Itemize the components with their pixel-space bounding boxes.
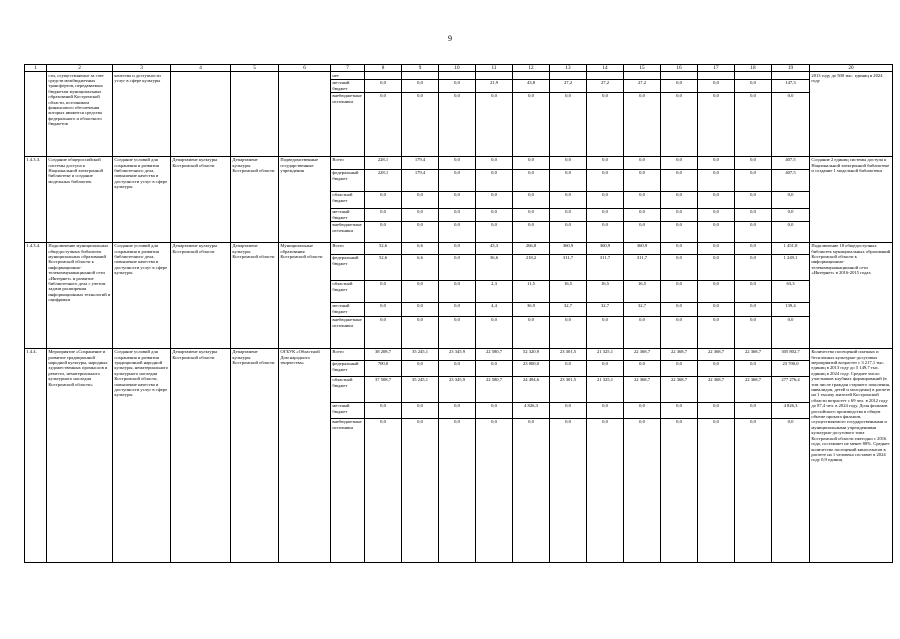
funding-value: 0,0 xyxy=(365,221,402,242)
funding-value: 311,7 xyxy=(550,254,587,280)
funding-value: 0,0 xyxy=(550,221,587,242)
funding-value: 0,0 xyxy=(735,316,772,348)
funding-value: 0,0 xyxy=(624,169,661,191)
column-number: 16 xyxy=(661,65,698,72)
item-goal: качества и доступности услуг в сфере культуры xyxy=(113,72,171,157)
funding-source: местный бюджет xyxy=(331,302,365,316)
funding-value: 38 208,7 xyxy=(365,348,402,360)
funding-value: 22 580,7 xyxy=(476,376,513,402)
funding-value: 0,0 xyxy=(624,156,661,169)
funding-value: 0,0 xyxy=(587,156,624,169)
funding-value: 407,5 xyxy=(772,169,810,191)
item-number: 1.4.3.3. xyxy=(25,156,47,242)
column-number: 17 xyxy=(698,65,735,72)
funding-value: 700,0 xyxy=(365,360,402,376)
funding-value: 0,0 xyxy=(735,418,772,562)
column-number: 8 xyxy=(365,65,402,72)
item-coexecutor: Департамент культуры Костромской области xyxy=(231,156,279,242)
column-number: 19 xyxy=(772,65,810,72)
funding-value: 0,0 xyxy=(735,156,772,169)
funding-value: 0,0 xyxy=(439,280,476,302)
funding-value: 21 325,1 xyxy=(587,376,624,402)
funding-source: внебюджетные источники xyxy=(331,221,365,242)
funding-value: 0,0 xyxy=(698,242,735,254)
funding-value: 360,9 xyxy=(587,242,624,254)
funding-value: 0,0 xyxy=(624,316,661,348)
funding-value xyxy=(735,72,772,80)
funding-value: 22 368,7 xyxy=(661,376,698,402)
funding-value: 0,0 xyxy=(698,316,735,348)
funding-value: 0,0 xyxy=(587,92,624,156)
funding-value: 218,2 xyxy=(513,254,550,280)
item-number xyxy=(25,72,47,157)
funding-value: 0,0 xyxy=(513,208,550,221)
funding-value: 22 368,7 xyxy=(698,376,735,402)
item-executor: Департамент культуры Костромской области xyxy=(171,156,231,242)
funding-value: 0,0 xyxy=(772,221,810,242)
funding-value: 0,0 xyxy=(624,360,661,376)
funding-value xyxy=(365,72,402,80)
funding-value: 0,0 xyxy=(735,169,772,191)
item-name: Подключение муниципальных общедоступных библиотек муниципальных образований Костромской области к информационно-телекоммуникационной сети «Интернет» и развитие библиотечного дела с учетом задачи расширения информационных технологий и оцифровки xyxy=(47,242,113,348)
funding-value: 407,5 xyxy=(772,156,810,169)
funding-value: 1 451,8 xyxy=(772,242,810,254)
funding-value: 0,0 xyxy=(735,92,772,156)
funding-value: 0,0 xyxy=(624,221,661,242)
column-number: 11 xyxy=(476,65,513,72)
funding-value: 305 802,7 xyxy=(772,348,810,360)
funding-value: 0,0 xyxy=(439,254,476,280)
funding-value: 0,0 xyxy=(587,418,624,562)
funding-value: 0,0 xyxy=(661,402,698,418)
funding-value: 36,9 xyxy=(513,302,550,316)
funding-value: 0,0 xyxy=(772,208,810,221)
funding-value: 311,7 xyxy=(587,254,624,280)
funding-value: 43,8 xyxy=(513,79,550,92)
funding-value: 0,0 xyxy=(661,208,698,221)
funding-value: 0,0 xyxy=(661,360,698,376)
item-goal: Создание условий для сохранения и развития библиотечного дела, повышение качества и доступности услуг в сфере культуры xyxy=(113,156,171,242)
funding-value: 0,0 xyxy=(439,208,476,221)
funding-value: 0,0 xyxy=(550,402,587,418)
funding-value: 0,0 xyxy=(402,221,439,242)
funding-source: местный бюджет xyxy=(331,79,365,92)
table-row xyxy=(25,242,893,254)
funding-value: 52 320,9 xyxy=(513,348,550,360)
funding-value: 0,0 xyxy=(402,280,439,302)
item-result-note: 2013 году до 500 тыс. единиц в 2024 году xyxy=(810,72,893,157)
funding-value: 22 368,7 xyxy=(624,348,661,360)
funding-value: 0,0 xyxy=(698,208,735,221)
funding-value: 0,0 xyxy=(476,169,513,191)
funding-value: 0,0 xyxy=(402,360,439,376)
funding-value: 0,0 xyxy=(439,316,476,348)
funding-value: 0,0 xyxy=(698,92,735,156)
funding-value: 0,0 xyxy=(735,242,772,254)
funding-value: 37 508,7 xyxy=(365,376,402,402)
funding-value: 0,0 xyxy=(624,191,661,208)
funding-value: 32,7 xyxy=(550,302,587,316)
funding-value: 0,0 xyxy=(476,92,513,156)
funding-value: 2,3 xyxy=(476,280,513,302)
funding-value: 0,0 xyxy=(698,156,735,169)
funding-value: 6,6 xyxy=(402,254,439,280)
funding-value: 0,0 xyxy=(476,402,513,418)
item-executor: Департамент культуры Костромской области xyxy=(171,242,231,348)
item-name: Мероприятие «Сохранение и развитие традиционной народной культуры, народных художественных промыслов и ремесел, нематериального культурного наследия Костромской области» xyxy=(47,348,113,562)
funding-value: 0,0 xyxy=(735,79,772,92)
funding-source: федеральный бюджет xyxy=(331,254,365,280)
funding-value: 0,0 xyxy=(587,360,624,376)
funding-value: 0,0 xyxy=(624,418,661,562)
funding-value: 0,0 xyxy=(439,221,476,242)
funding-value: 23 301,5 xyxy=(550,348,587,360)
funding-value: 0,0 xyxy=(735,191,772,208)
funding-value: 277 276,4 xyxy=(772,376,810,402)
funding-value xyxy=(439,72,476,80)
item-participant: ОГБУК «Областной Дом народного творчества» xyxy=(279,348,331,562)
funding-source: областной бюджет xyxy=(331,280,365,302)
funding-value: 0,0 xyxy=(587,221,624,242)
funding-source: Всего xyxy=(331,348,365,360)
funding-value: 0,0 xyxy=(698,280,735,302)
funding-value: 1 249,1 xyxy=(772,254,810,280)
column-number: 5 xyxy=(231,65,279,72)
funding-value: 0,0 xyxy=(439,360,476,376)
funding-value: 0,0 xyxy=(439,169,476,191)
funding-value: 0,0 xyxy=(513,221,550,242)
funding-value: 0,0 xyxy=(661,156,698,169)
funding-value: 0,0 xyxy=(513,191,550,208)
funding-value: 22 368,7 xyxy=(698,348,735,360)
funding-value xyxy=(624,72,661,80)
column-number: 12 xyxy=(513,65,550,72)
funding-source: внебюджетные источники xyxy=(331,418,365,562)
item-participant xyxy=(279,72,331,157)
funding-value: 32,7 xyxy=(587,302,624,316)
funding-source: федеральный бюджет xyxy=(331,169,365,191)
funding-value: 0,0 xyxy=(772,418,810,562)
funding-value: 0,0 xyxy=(513,316,550,348)
funding-value: 0,0 xyxy=(513,418,550,562)
funding-value: 0,0 xyxy=(661,280,698,302)
funding-value: 36,6 xyxy=(476,254,513,280)
funding-value: 0,0 xyxy=(661,79,698,92)
column-number: 13 xyxy=(550,65,587,72)
funding-value: 16,5 xyxy=(587,280,624,302)
funding-value: 0,0 xyxy=(439,191,476,208)
funding-value: 0,0 xyxy=(439,302,476,316)
funding-value: 0,0 xyxy=(772,316,810,348)
funding-value: 16,5 xyxy=(550,280,587,302)
item-result-note: Создание 2 единиц системы доступа к Национальной электронной библиотеке и создание 1 модельной библиотеки xyxy=(810,156,893,242)
funding-value: 0,0 xyxy=(513,169,550,191)
column-number: 4 xyxy=(171,65,231,72)
funding-value: 0,0 xyxy=(661,316,698,348)
column-number: 3 xyxy=(113,65,171,72)
funding-value: 0,0 xyxy=(698,221,735,242)
funding-value: 0,0 xyxy=(772,92,810,156)
funding-source: федеральный бюджет xyxy=(331,360,365,376)
funding-value: 23 301,5 xyxy=(550,376,587,402)
funding-value: 0,0 xyxy=(476,221,513,242)
funding-value: 0,0 xyxy=(365,208,402,221)
funding-value xyxy=(661,72,698,80)
funding-value: 0,0 xyxy=(698,302,735,316)
funding-value: 0,0 xyxy=(698,79,735,92)
column-number: 15 xyxy=(624,65,661,72)
program-table xyxy=(24,64,893,563)
funding-value: 0,0 xyxy=(661,418,698,562)
funding-value: 0,0 xyxy=(735,302,772,316)
funding-value xyxy=(698,72,735,80)
funding-value: 32,7 xyxy=(624,302,661,316)
column-number: 14 xyxy=(587,65,624,72)
funding-value: 4 826,3 xyxy=(513,402,550,418)
funding-value: 0,0 xyxy=(661,92,698,156)
funding-value: 63,3 xyxy=(772,280,810,302)
funding-value: 0,0 xyxy=(513,156,550,169)
column-number: 20 xyxy=(810,65,893,72)
funding-value: 360,9 xyxy=(624,242,661,254)
funding-value: 0,0 xyxy=(735,208,772,221)
funding-value: 22 580,7 xyxy=(476,348,513,360)
funding-value: 0,0 xyxy=(402,79,439,92)
item-goal: Создание условий для сохранения и развития библиотечного дела, повышение качества и доступности услуг в сфере культуры xyxy=(113,242,171,348)
funding-value: 0,0 xyxy=(550,316,587,348)
funding-value: 0,0 xyxy=(402,191,439,208)
funding-value: 0,0 xyxy=(439,156,476,169)
item-result-note: Подключение 18 общедоступных библиотек муниципальных образований Костромской области к информационно-телекоммуникационной сети «Интернет» в 2016-2015 годах xyxy=(810,242,893,348)
funding-value: 0,0 xyxy=(402,316,439,348)
funding-value: 139,4 xyxy=(772,302,810,316)
funding-value: 27,2 xyxy=(550,79,587,92)
funding-value: 0,0 xyxy=(402,208,439,221)
column-number: 2 xyxy=(47,65,113,72)
funding-value: 6,6 xyxy=(402,242,439,254)
funding-value: 23 000,0 xyxy=(513,360,550,376)
funding-value: 0,0 xyxy=(735,360,772,376)
funding-value: 24 494,6 xyxy=(513,376,550,402)
funding-source: областной бюджет xyxy=(331,376,365,402)
funding-value: 0,0 xyxy=(550,156,587,169)
funding-value: 0,0 xyxy=(439,79,476,92)
funding-value: 0,0 xyxy=(365,316,402,348)
funding-value: 0,0 xyxy=(476,360,513,376)
item-number: 1.4.4. xyxy=(25,348,47,562)
funding-value: 0,0 xyxy=(402,302,439,316)
funding-value: 147,3 xyxy=(772,79,810,92)
funding-value xyxy=(772,72,810,80)
funding-source: Всего xyxy=(331,242,365,254)
funding-value: 266,8 xyxy=(513,242,550,254)
item-number: 1.4.3.4. xyxy=(25,242,47,348)
item-coexecutor: Департамент культуры Костромской области xyxy=(231,348,279,562)
funding-value: 0,0 xyxy=(624,402,661,418)
funding-value: 228,1 xyxy=(365,169,402,191)
funding-value: 228,1 xyxy=(365,156,402,169)
funding-value: 0,0 xyxy=(735,254,772,280)
funding-value: 0,0 xyxy=(661,242,698,254)
page-number: 9 xyxy=(448,34,452,43)
funding-value: 0,0 xyxy=(587,169,624,191)
funding-value: 0,0 xyxy=(365,191,402,208)
funding-value: 0,0 xyxy=(698,254,735,280)
item-executor xyxy=(171,72,231,157)
funding-source: внебюджетные источники xyxy=(331,316,365,348)
funding-value: 4 826,3 xyxy=(772,402,810,418)
item-coexecutor: Департамент культуры Костромской области xyxy=(231,242,279,348)
column-number: 1 xyxy=(25,65,47,72)
funding-value: 0,0 xyxy=(513,92,550,156)
funding-value: 0,0 xyxy=(439,242,476,254)
funding-source: Всего xyxy=(331,156,365,169)
funding-value: 0,0 xyxy=(735,221,772,242)
funding-value: 0,0 xyxy=(402,92,439,156)
funding-value: 0,0 xyxy=(365,79,402,92)
item-name: сти, осуществляемое за счет средств межбюджетных трансфертов, передаваемых бюджетам муниципальных образований Костромской области, источником финансового обеспечения которых являются средства федерального и областного бюджетов xyxy=(47,72,113,157)
funding-value: 0,0 xyxy=(476,191,513,208)
funding-value: 23 700,0 xyxy=(772,360,810,376)
funding-value: 0,0 xyxy=(661,221,698,242)
funding-value: 0,0 xyxy=(698,402,735,418)
funding-value: 22 368,7 xyxy=(735,376,772,402)
funding-value: 21 325,1 xyxy=(587,348,624,360)
funding-value: 23 345,9 xyxy=(439,348,476,360)
item-goal: Создание условий для сохранения и развития традиционной народной культуры, нематериального культурного наследия Костромской области, повышение качества и доступности услуг в сфере культуры xyxy=(113,348,171,562)
funding-value: 35 245,1 xyxy=(402,376,439,402)
column-number: 7 xyxy=(331,65,365,72)
funding-value: 0,0 xyxy=(439,418,476,562)
funding-value: 0,0 xyxy=(439,402,476,418)
funding-value xyxy=(587,72,624,80)
funding-value: 0,0 xyxy=(661,254,698,280)
funding-value: 0,0 xyxy=(735,280,772,302)
funding-value: 22 368,7 xyxy=(661,348,698,360)
funding-value: 0,0 xyxy=(476,208,513,221)
funding-value: 0,0 xyxy=(550,360,587,376)
funding-value: 0,0 xyxy=(698,191,735,208)
funding-value: 179,4 xyxy=(402,169,439,191)
column-number: 6 xyxy=(279,65,331,72)
funding-value: 0,0 xyxy=(587,208,624,221)
funding-value: 0,0 xyxy=(624,208,661,221)
funding-value: 0,0 xyxy=(735,402,772,418)
funding-value: 360,9 xyxy=(550,242,587,254)
funding-value: 43,3 xyxy=(476,242,513,254)
column-number-row xyxy=(25,65,893,72)
funding-value: 27,2 xyxy=(624,79,661,92)
funding-value: 0,0 xyxy=(661,169,698,191)
table-row xyxy=(25,348,893,360)
funding-value: 22 368,7 xyxy=(624,376,661,402)
funding-value: 0,0 xyxy=(587,191,624,208)
table-row xyxy=(25,156,893,169)
funding-value: 23 345,9 xyxy=(439,376,476,402)
funding-source: местный бюджет xyxy=(331,208,365,221)
item-executor: Департамент культуры Костромской области xyxy=(171,348,231,562)
funding-value: 0,0 xyxy=(550,92,587,156)
funding-value: 0,0 xyxy=(587,316,624,348)
funding-value: 0,0 xyxy=(624,92,661,156)
funding-source: областной бюджет xyxy=(331,191,365,208)
funding-value: 0,0 xyxy=(365,402,402,418)
funding-value: 52,6 xyxy=(365,242,402,254)
funding-value: 52,6 xyxy=(365,254,402,280)
funding-source: нет xyxy=(331,72,365,80)
funding-value: 179,4 xyxy=(402,156,439,169)
funding-value: 16,5 xyxy=(624,280,661,302)
item-coexecutor xyxy=(231,72,279,157)
funding-value: 0,0 xyxy=(661,191,698,208)
funding-value: 0,0 xyxy=(402,402,439,418)
item-result-note: Количество посещений платных и бесплатных культурно-досуговых мероприятий возрастет с 3 217,1 тыс. единиц в 2013 году до 5 149,7 тыс. единиц в 2024 году. Среднее число участников клубных формирований (в том числе граждан старшего поколения, инвалидов, детей и молодежи) в расчете на 1 тысячу жителей Костромской области возрастет с 69 чел. в 2012 году до 87,4 чел. в 2024 году. Доля фильмов российского производства в общем объеме проката фильмов, осуществляемого государственными и муниципальными учреждениями культурно-досугового типа Костромской области ежегодно с 2016 года, составляет не менее 80%. Среднее количество посещений киносеансов в расчете на 1 человека составит в 2024 году 0,9 единиц xyxy=(810,348,893,562)
funding-value: 27,2 xyxy=(587,79,624,92)
funding-value: 35 245,1 xyxy=(402,348,439,360)
funding-value xyxy=(402,72,439,80)
column-number: 9 xyxy=(402,65,439,72)
funding-value: 0,0 xyxy=(365,92,402,156)
funding-value: 0,0 xyxy=(365,418,402,562)
funding-value: 0,0 xyxy=(698,360,735,376)
funding-value: 0,0 xyxy=(476,316,513,348)
funding-value: 0,0 xyxy=(365,302,402,316)
funding-value: 0,0 xyxy=(439,92,476,156)
funding-value: 0,0 xyxy=(550,208,587,221)
funding-source: местный бюджет xyxy=(331,402,365,418)
funding-value: 0,0 xyxy=(476,156,513,169)
funding-value: 22 368,7 xyxy=(735,348,772,360)
funding-value: 0,0 xyxy=(772,191,810,208)
funding-value: 0,0 xyxy=(587,402,624,418)
funding-value: 21,9 xyxy=(476,79,513,92)
item-participant: Муниципальные образования Костромской области xyxy=(279,242,331,348)
table-row xyxy=(25,72,893,80)
funding-value: 11,5 xyxy=(513,280,550,302)
funding-source: внебюджетные источники xyxy=(331,92,365,156)
funding-value: 0,0 xyxy=(365,280,402,302)
funding-value: 0,0 xyxy=(402,418,439,562)
funding-value: 0,0 xyxy=(476,418,513,562)
funding-value: 0,0 xyxy=(698,418,735,562)
column-number: 10 xyxy=(439,65,476,72)
funding-value: 311,7 xyxy=(624,254,661,280)
funding-value: 0,0 xyxy=(550,418,587,562)
funding-value xyxy=(550,72,587,80)
funding-value: 0,0 xyxy=(550,191,587,208)
item-name: Создание общероссийской системы доступа к Национальной электронной библиотеке и создание модельных библиотек xyxy=(47,156,113,242)
funding-value: 0,0 xyxy=(661,302,698,316)
item-participant: Подведомственные государственные учреждения xyxy=(279,156,331,242)
column-number: 18 xyxy=(735,65,772,72)
funding-value: 0,0 xyxy=(698,169,735,191)
funding-value xyxy=(476,72,513,80)
funding-value xyxy=(513,72,550,80)
funding-value: 4,4 xyxy=(476,302,513,316)
funding-value: 0,0 xyxy=(550,169,587,191)
